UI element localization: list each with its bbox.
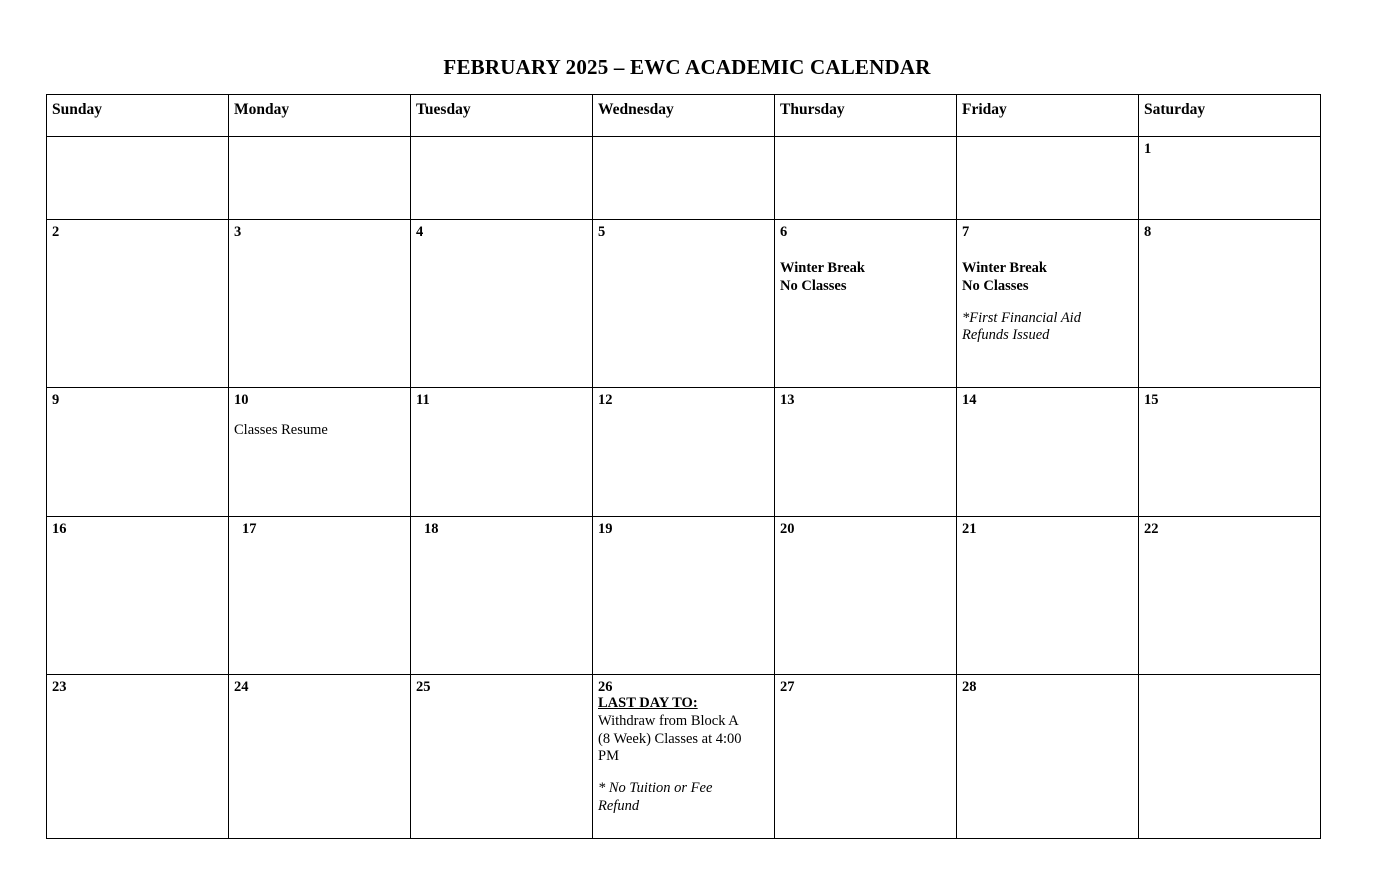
day-number: 15 [1144,392,1159,408]
spacer [962,296,1133,310]
day-cell[interactable] [957,675,1139,839]
day-event-text: *First Financial Aid [962,309,1081,326]
spacer [962,240,1133,260]
day-event-text: Classes Resume [234,422,328,439]
day-number: 1 [1144,141,1152,157]
weekday-header-row [47,95,1321,137]
day-number: 6 [780,224,788,240]
calendar-week-row [47,517,1321,675]
spacer [780,240,951,260]
day-cell[interactable] [47,220,229,388]
day-number: 8 [1144,224,1152,240]
day-cell[interactable] [229,220,411,388]
day-event-text: Winter Break [780,260,865,277]
day-cell[interactable] [775,220,957,388]
day-number: 5 [598,224,606,240]
day-event-text: No Classes [962,277,1029,294]
day-number: 23 [52,679,67,695]
day-event-text: * No Tuition or Fee [598,779,713,796]
day-number: 9 [52,392,60,408]
day-number: 17 [242,521,257,537]
day-event-text: No Classes [780,277,847,294]
day-number: 18 [424,521,439,537]
day-cell[interactable] [593,137,775,220]
weekday-header-wednesday: Wednesday [593,95,775,137]
day-number: 10 [234,392,249,408]
day-number: 16 [52,521,67,537]
day-cell[interactable] [593,220,775,388]
calendar-week-row [47,220,1321,388]
day-cell[interactable] [229,675,411,839]
day-cell[interactable] [957,220,1139,388]
weekday-header-thursday: Thursday [775,95,957,137]
day-cell[interactable] [593,675,775,839]
day-cell[interactable] [593,517,775,675]
day-cell[interactable] [47,517,229,675]
day-cell[interactable] [1139,675,1321,839]
day-cell[interactable] [47,388,229,517]
spacer [598,766,769,780]
weekday-header-monday: Monday [229,95,411,137]
day-cell[interactable] [957,137,1139,220]
weekday-header-sunday: Sunday [47,95,229,137]
day-number: 24 [234,679,249,695]
weekday-header-saturday: Saturday [1139,95,1321,137]
day-event-text: (8 Week) Classes at 4:00 [598,730,742,747]
day-cell[interactable] [229,388,411,517]
day-event-text: PM [598,748,619,765]
day-cell[interactable] [229,137,411,220]
day-number: 12 [598,392,613,408]
day-number: 21 [962,521,977,537]
day-number: 27 [780,679,795,695]
day-number: 19 [598,521,613,537]
day-number: 25 [416,679,431,695]
day-cell[interactable] [47,137,229,220]
calendar-week-row [47,675,1321,839]
day-cell[interactable] [775,388,957,517]
day-cell[interactable] [1139,388,1321,517]
day-cell[interactable] [957,388,1139,517]
page-title: FEBRUARY 2025 – EWC ACADEMIC CALENDAR [443,55,931,79]
day-number: 14 [962,392,977,408]
day-number: 7 [962,224,970,240]
day-event-heading: LAST DAY TO: [598,695,698,712]
day-cell[interactable] [411,675,593,839]
day-number: 4 [416,224,424,240]
day-event-text: Winter Break [962,260,1047,277]
calendar-body [47,137,1321,839]
day-cell[interactable] [47,675,229,839]
month-calendar-table [46,94,1321,839]
day-cell[interactable] [775,517,957,675]
day-event-text: Refund [598,797,640,814]
day-cell[interactable] [411,220,593,388]
weekday-header-friday: Friday [957,95,1139,137]
day-cell[interactable] [1139,137,1321,220]
day-number: 2 [52,224,60,240]
day-number: 20 [780,521,795,537]
day-cell[interactable] [1139,220,1321,388]
day-cell[interactable] [1139,517,1321,675]
day-number: 3 [234,224,242,240]
day-number: 22 [1144,521,1159,537]
calendar-week-row [47,388,1321,517]
day-cell[interactable] [775,675,957,839]
day-number: 26 [598,679,613,695]
calendar-week-row [47,137,1321,220]
day-cell[interactable] [593,388,775,517]
day-number: 11 [416,392,430,408]
day-cell[interactable] [957,517,1139,675]
day-cell[interactable] [229,517,411,675]
day-number: 28 [962,679,977,695]
day-cell[interactable] [411,137,593,220]
day-event-text: Refunds Issued [962,327,1050,344]
day-cell[interactable] [411,388,593,517]
day-cell[interactable] [775,137,957,220]
day-number: 13 [780,392,795,408]
day-cell[interactable] [411,517,593,675]
weekday-header-tuesday: Tuesday [411,95,593,137]
day-event-text: Withdraw from Block A [598,712,739,729]
spacer [234,408,405,422]
